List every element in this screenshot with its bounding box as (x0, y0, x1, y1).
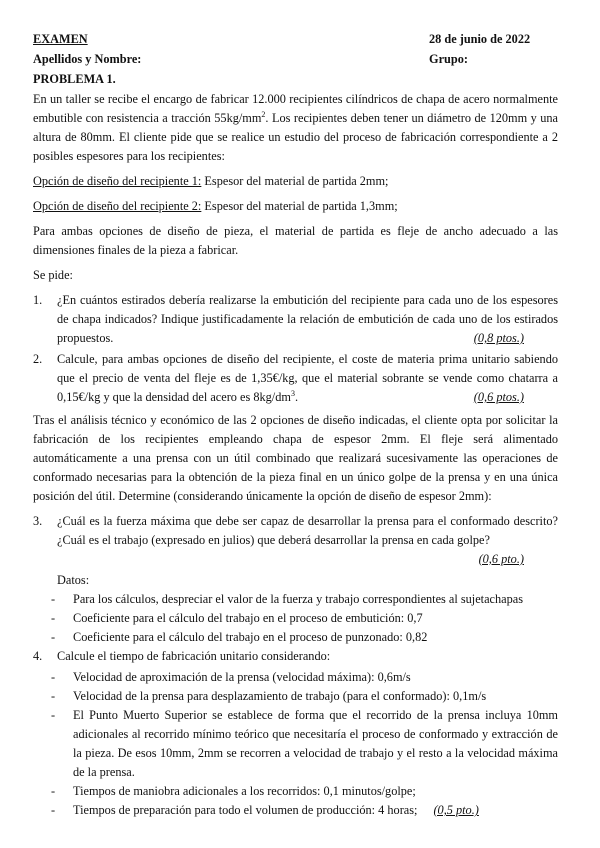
question-list-b (33, 512, 558, 820)
list-item: - Tiempos de maniobra adicionales a los recorridos: 0,1 minutos/golpe; (51, 784, 416, 798)
intro-paragraph: En un taller se recibe el encargo de fabricar 12.000 recipientes cilíndricos de chapa de acero normalmente embutible con resistencia a tracción $55kg/mm^2$. Los recipientes deben tener un diámetro de 120mm y una altura de 80mm. El cliente pide que se realice un estudio del proceso de fabricación correspondiente a 2 posibles espesores para los recipientes: (33, 92, 558, 163)
list-item: - Velocidad de aproximación de la prensa (velocidad máxima): 0,6m/s (51, 670, 411, 684)
name-label: Apellidos y Nombre: (33, 52, 142, 66)
list-item: - Tiempos de preparación para todo el volumen de producción: 4 horas; (0,5 pto.) (51, 803, 479, 817)
design-option-2: Opción de diseño del recipiente 2: Espesor del material de partida 1,3mm; (33, 199, 398, 213)
question-4-points: (0,5 pto.) (433, 803, 479, 817)
list-item: - El Punto Muerto Superior se establece de forma que el recorrido de la prensa incluya 10mm adicionales al recorrido mínimo teórico que necesitaría el proceso de conformado y extracción de la pieza. De esos 10mm, 2mm se recorren a velocidad de trabajo y el resto a la velocidad máxima de la prensa. (51, 708, 558, 779)
design-option-1: Opción de diseño del recipiente 1: Espesor del material de partida 2mm; (33, 174, 389, 188)
problem-title: PROBLEMA 1. (33, 72, 116, 86)
header-row-2 (33, 50, 558, 70)
question-3: 3. ¿Cuál es la fuerza máxima que debe ser capaz de desarrollar la prensa para el conformado descrito? ¿Cuál es el trabajo (expresado en julios) que deberá desarrollar la prensa en cada golpe? (0,6 pto.) (33, 512, 558, 569)
analysis-paragraph: Tras el análisis técnico y económico de las 2 opciones de diseño indicadas, el cliente opta por solicitar la fabricación de los recipientes empleando chapa de espesor 2mm. El fleje será alimentado automáticamente a una prensa con un útil combinado que realizará sucesivamente las operaciones de conformado necesarias para la obtención de la pieza final en un único golpe de la prensa y en una única posición del útil. Determine (considerando únicamente la opción de diseño de espesor 2mm): (33, 413, 558, 503)
se-pide: Se pide: (33, 268, 73, 282)
list-item: - Velocidad de la prensa para desplazamiento de trabajo (para el conformado): 0,1m/s (51, 689, 487, 703)
question-3-data-list (33, 590, 558, 647)
exam-label: EXAMEN (33, 32, 88, 46)
list-item: - Coeficiente para el cálculo del trabajo en el proceso de punzonado: 0,82 (51, 630, 428, 644)
question-1-points: (0,8 ptos.) (473, 331, 524, 345)
question-4: 4. Calcule el tiempo de fabricación unitario considerando: (33, 649, 331, 663)
exam-date: 28 de junio de 2022 (429, 32, 531, 46)
question-2-points: (0,6 ptos.) (473, 390, 524, 404)
option-2-label: Opción de diseño del recipiente 2: (33, 199, 202, 213)
question-3-points: (0,6 pto.) (478, 552, 524, 566)
question-1: 1. ¿En cuántos estirados debería realizarse la embutición del recipiente para cada uno de los espesores de chapa indicados? Indique justificadamente la relación de embutición de cada uno de los estirados propuestos. (0,8 ptos.) (33, 291, 558, 348)
question-list-a (33, 291, 558, 407)
header-row-1 (33, 30, 558, 50)
group-label: Grupo: (429, 52, 468, 66)
material-note: Para ambas opciones de diseño de pieza, el material de partida es fleje de ancho adecuado a las dimensiones finales de la pieza a fabricar. (33, 224, 558, 257)
list-item: - Para los cálculos, despreciar el valor de la fuerza y trabajo correspondientes al sujetachapas (51, 592, 524, 606)
question-3-datos-label: Datos: (57, 573, 90, 587)
exam-page (33, 30, 558, 824)
list-item: - Coeficiente para el cálculo del trabajo en el proceso de embutición: 0,7 (51, 611, 423, 625)
question-4-data-list (33, 668, 558, 820)
question-2: 2. Calcule, para ambas opciones de diseño del recipiente, el coste de materia prima unitario sabiendo que el precio de venta del fleje es de 1,35€/kg, que el material sobrante se vende como chatarra a 0,15€/kg y que la densidad del acero es $8kg/dm^3$. (0,6 ptos.) (33, 350, 558, 407)
option-1-label: Opción de diseño del recipiente 1: (33, 174, 202, 188)
